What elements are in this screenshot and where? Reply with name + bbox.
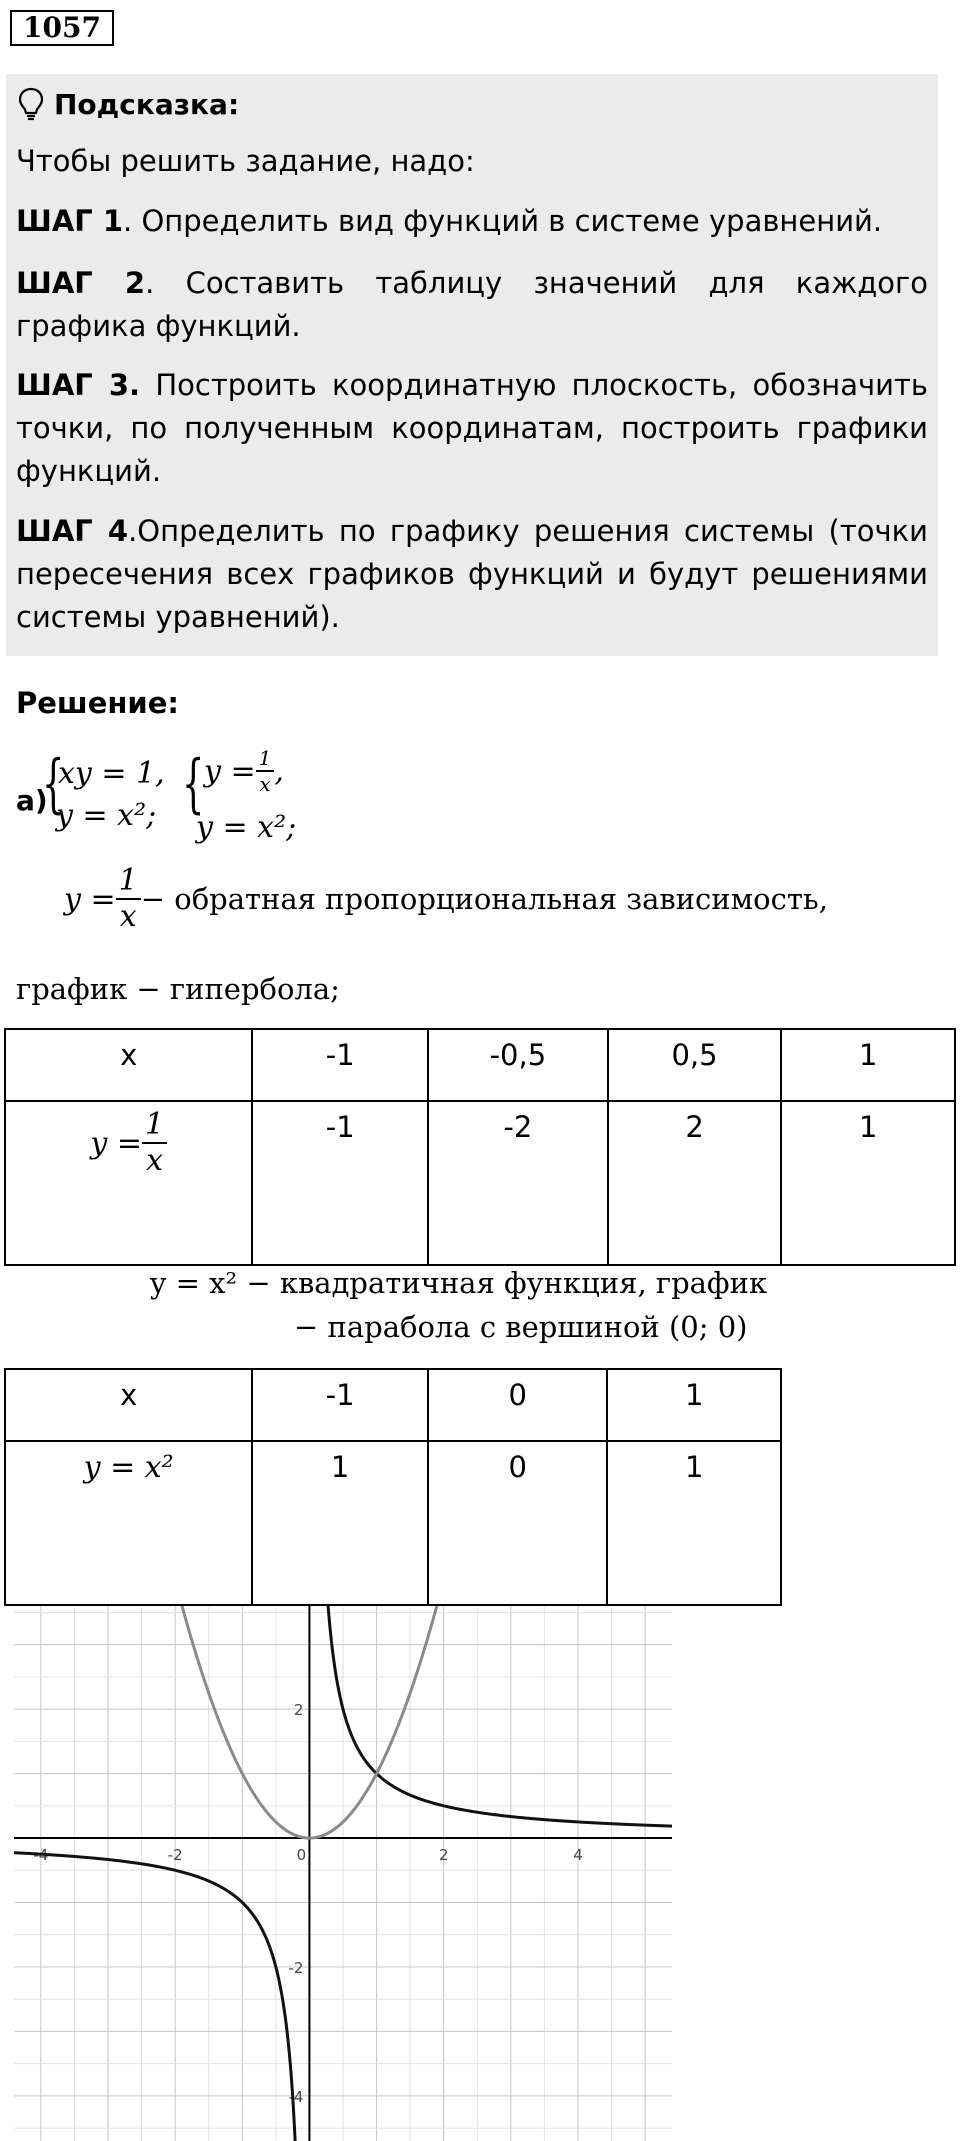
x-tick-label: -4 <box>33 1846 49 1865</box>
system-1-eq1: xy = 1, <box>58 756 165 791</box>
parabola-desc-1: y = x² − квадратичная функция, график <box>150 1266 768 1300</box>
table-cell: 0 <box>428 1369 608 1441</box>
x-tick-label: -2 <box>167 1846 183 1865</box>
table-cell: -1 <box>252 1369 428 1441</box>
task-number: 1057 <box>10 10 114 46</box>
hyperbola-formula: y = $\frac{1}{x}$ − обратная пропорциональная зависимость, <box>64 863 828 934</box>
x-tick-label: 4 <box>573 1846 583 1865</box>
hyperbola-branch-left <box>14 1853 295 2141</box>
grid <box>14 1606 672 2141</box>
table-cell: 1 <box>781 1029 955 1101</box>
left-brace: { <box>42 747 65 821</box>
y-tick-label: -2 <box>288 1958 304 1977</box>
table-cell: 1 <box>252 1441 428 1605</box>
system-2-eq2: y = x²; <box>196 810 297 845</box>
table-row-label: y = x² <box>5 1441 252 1605</box>
table-cell: 1 <box>607 1369 781 1441</box>
y-tick-label: -4 <box>288 2087 304 2106</box>
table-cell: -1 <box>252 1101 428 1265</box>
parabola-desc-2: − парабола с вершиной (0; 0) <box>294 1310 748 1344</box>
hyperbola-graph-text: график − гипербола; <box>16 972 340 1006</box>
hint-title-text: Подсказка: <box>54 87 240 121</box>
lightbulb-icon <box>18 87 44 121</box>
system-2-eq1: y = $\frac{1}{x}$ , <box>204 746 284 796</box>
hint-intro: Чтобы решить задание, надо: <box>16 144 475 178</box>
table-cell: 2 <box>608 1101 782 1265</box>
y-tick-label: 2 <box>293 1701 304 1720</box>
table-cell: -2 <box>428 1101 608 1265</box>
left-brace: { <box>182 747 205 821</box>
hyperbola-table <box>4 1028 956 1266</box>
table-cell: 1 <box>607 1441 781 1605</box>
tick-labels <box>33 1701 582 2106</box>
table-cell: x <box>5 1369 252 1441</box>
table-cell: 1 <box>781 1101 955 1265</box>
system-1-eq2: y = x²; <box>56 798 157 833</box>
solution-title: Решение: <box>16 686 180 720</box>
x-tick-label: 0 <box>296 1846 307 1865</box>
function-graph <box>14 1606 672 2141</box>
parabola-table <box>4 1368 782 1606</box>
table-cell: 0 <box>428 1441 608 1605</box>
hint-title <box>18 82 239 126</box>
table-cell: -0,5 <box>428 1029 608 1101</box>
table-cell: -1 <box>252 1029 428 1101</box>
hyperbola-branch-right <box>328 1606 672 1826</box>
part-label: а) <box>16 784 48 817</box>
hint-step-1: ШАГ 1. Определить вид функций в системе уравнений. <box>16 204 883 238</box>
hint-step-4: ШАГ 4.Определить по графику решения системы (точки пересечения всех графиков функций и будут решениями системы уравнений). <box>16 514 928 634</box>
table-row-label: y = $\frac{1}{x}$ <box>5 1101 252 1265</box>
hint-step-2: ШАГ 2. Составить таблицу значений для каждого графика функций. <box>16 266 928 343</box>
hint-step-3: ШАГ 3. Построить координатную плоскость, обозначить точки, по полученным координатам, построить графики функций. <box>16 368 928 488</box>
x-tick-label: 2 <box>438 1846 449 1865</box>
table-cell: 0,5 <box>608 1029 782 1101</box>
table-cell: x <box>5 1029 252 1101</box>
